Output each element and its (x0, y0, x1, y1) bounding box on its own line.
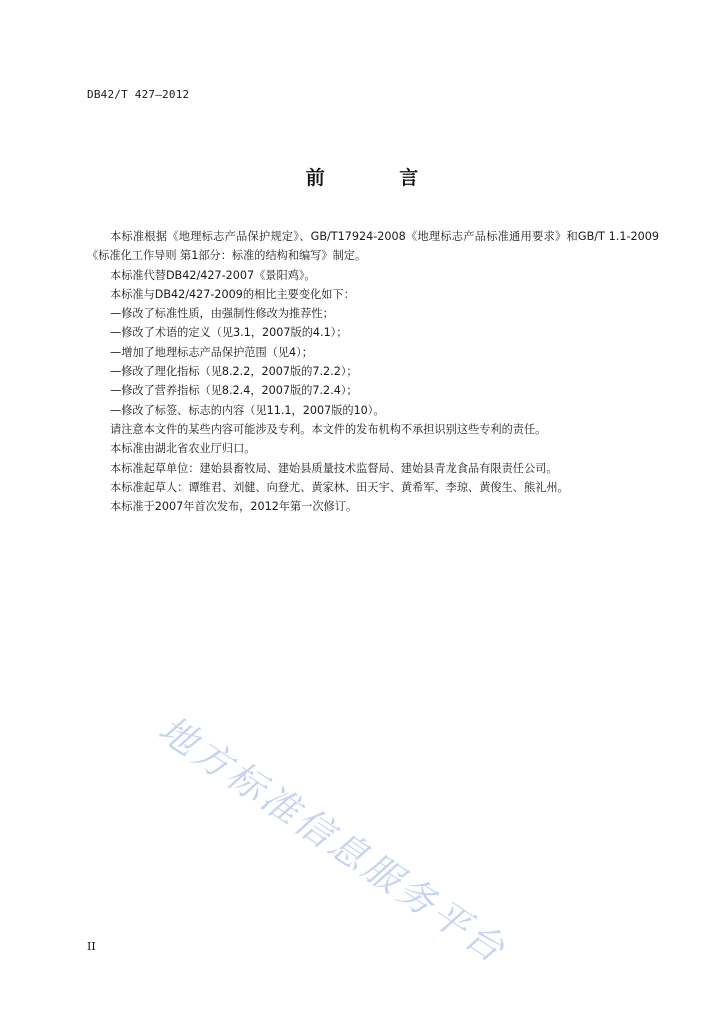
paragraph-drafting-units: 本标准起草单位：建始县畜牧局、建始县质量技术监督局、建始县青龙食品有限责任公司。 (110, 461, 558, 475)
change-item: —修改了理化指标（见8.2.2，2007版的7.2.2）； (110, 365, 358, 379)
change-item: —增加了地理标志产品保护范围（见4）； (110, 345, 313, 359)
change-item: —修改了标准性质，由强制性修改为推荐性； (110, 307, 334, 321)
paragraph-drafters: 本标准起草人：谭维君、刘健、向登尤、黄家林、田天宇、黄希军、李琼、黄俊生、熊礼州。 (110, 480, 569, 494)
change-item: —修改了营养指标（见8.2.4，2007版的7.2.4）； (110, 384, 358, 398)
page-title: 前 言 (305, 167, 453, 189)
foreword-body (87, 227, 659, 516)
paragraph-governing-body: 本标准由湖北省农业厅归口。 (110, 442, 256, 456)
paragraph-history: 本标准于2007年首次发布，2012年第一次修订。 (110, 500, 358, 514)
watermark: 地方标准信息服务平台 (150, 707, 515, 973)
paragraph-patent-notice: 请注意本文件的某些内容可能涉及专利。本文件的发布机构不承担识别这些专利的责任。 (110, 422, 547, 436)
paragraph-changes-intro: 本标准与DB42/427-2009的相比主要变化如下： (110, 287, 355, 301)
paragraph-basis: 本标准根据《地理标志产品保护规定》、GB/T17924-2008《地理标志产品标准通用要求》和GB/T 1.1-2009《标准化工作导则 第1部分：标准的结构和编写》制定。 (87, 230, 659, 263)
change-item: —修改了标签、标志的内容（见11.1，2007版的10）。 (110, 403, 385, 417)
page-number: II (87, 940, 96, 953)
paragraph-replaces: 本标准代替DB42/427-2007《景阳鸡》。 (110, 268, 316, 282)
document-code: DB42/T 427—2012 (87, 88, 190, 101)
change-item: —修改了术语的定义（见3.1，2007版的4.1）； (110, 326, 348, 340)
